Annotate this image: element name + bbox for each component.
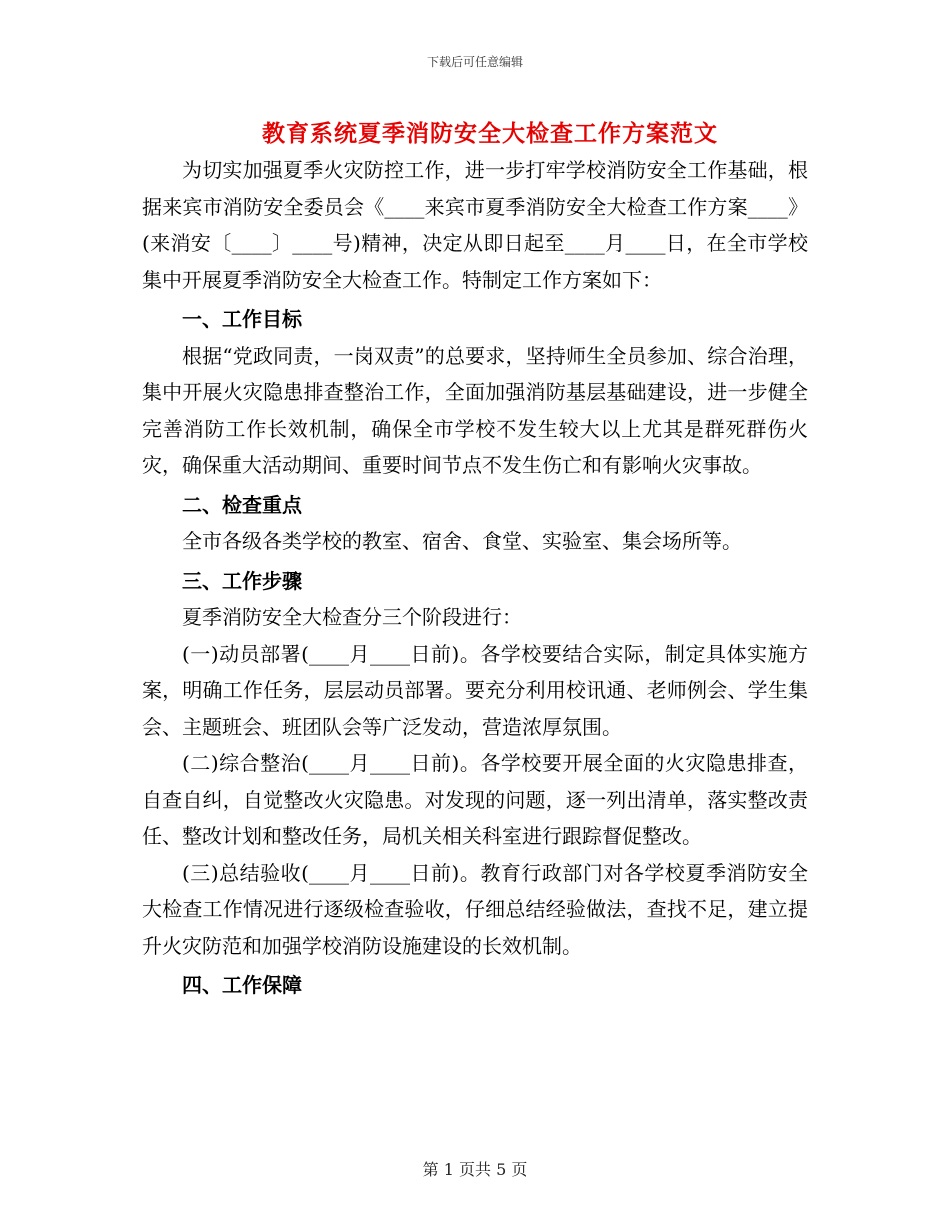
section-heading-goals: 一、工作目标 bbox=[182, 307, 302, 331]
step-mobilization-paragraph: (一)动员部署(____月____日前)。各学校要结合实际，制定具体实施方案，明确工作任务，层层动员部署。要充分利用校讯通、老师例会、学生集会、主题班会、班团队会等广泛发动，营造浓厚氛围。 bbox=[142, 641, 808, 739]
section-heading-steps: 三、工作步骤 bbox=[182, 568, 302, 593]
goals-paragraph: 根据“党政同责，一岗双责”的总要求，坚持师生全员参加、综合治理，集中开展火灾隐患排查整治工作，全面加强消防基层基础建设，进一步健全完善消防工作长效机制，确保全市学校不发生较大以上尤其是群死群伤火灾，确保重大活动期间、重要时间节点不发生伤亡和有影响火灾事故。 bbox=[142, 343, 808, 477]
document-body bbox=[142, 152, 808, 1004]
document-title: 教育系统夏季消防安全大检查工作方案范文 bbox=[262, 120, 718, 147]
steps-intro-paragraph: 夏季消防安全大检查分三个阶段进行： bbox=[182, 605, 522, 629]
intro-paragraph: 为切实加强夏季火灾防控工作，进一步打牢学校消防安全工作基础，根据来宾市消防安全委员会《____来宾市夏季消防安全大检查工作方案____》(来消安〔____〕____号)精神，决定从即日起至____月____日，在全市学校集中开展夏季消防安全大检查工作。特制定工作方案如下： bbox=[142, 158, 808, 292]
focus-paragraph: 全市各级各类学校的教室、宿舍、食堂、实验室、集会场所等。 bbox=[182, 529, 742, 553]
step-rectification-paragraph: (二)综合整治(____月____日前)。各学校要开展全面的火灾隐患排查，自查自纠，自觉整改火灾隐患。对发现的问题，逐一列出清单，落实整改责任、整改计划和整改任务，局机关相关科室进行跟踪督促整改。 bbox=[142, 751, 808, 848]
section-heading-guarantee: 四、工作保障 bbox=[182, 973, 302, 997]
section-heading-focus: 二、检查重点 bbox=[182, 492, 302, 517]
page-footer-page-number: 第 1 页共 5 页 bbox=[422, 1160, 528, 1179]
page-header-note: 下载后可任意编辑 bbox=[426, 55, 523, 69]
step-acceptance-paragraph: (三)总结验收(____月____日前)。教育行政部门对各学校夏季消防安全大检查工作情况进行逐级检查验收，仔细总结经验做法，查找不足，建立提升火灾防范和加强学校消防设施建设的长效机制。 bbox=[142, 860, 808, 958]
